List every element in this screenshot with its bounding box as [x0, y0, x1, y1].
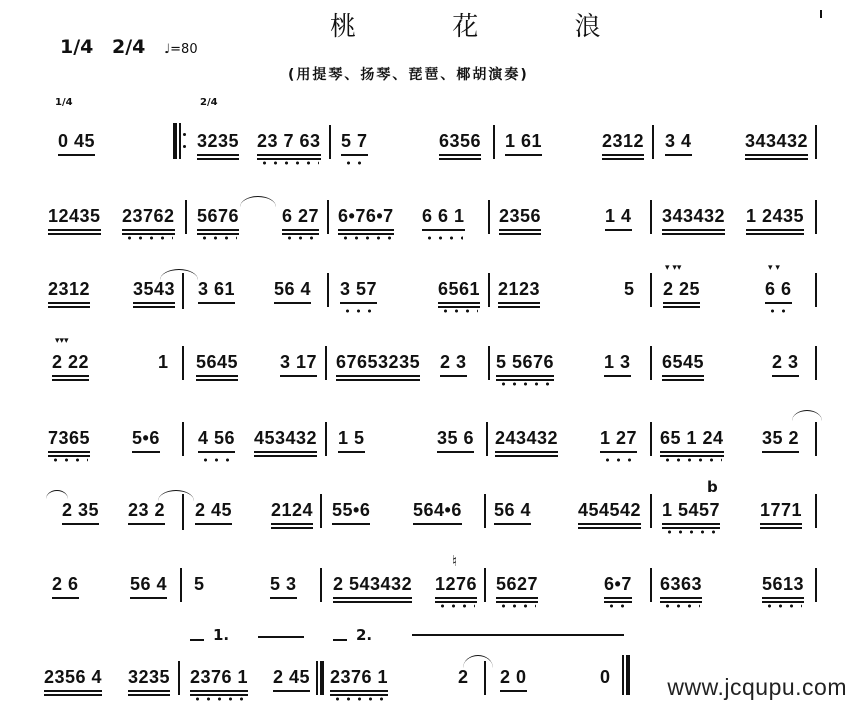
instrumentation-subtitle: (用提琴、扬琴、琵琶、椰胡演奏)	[288, 67, 529, 83]
note-group: 2	[458, 667, 469, 687]
bar-line	[815, 273, 817, 307]
repeat-end-sign	[316, 661, 323, 695]
bar-line	[488, 346, 490, 380]
meter-line	[60, 36, 210, 58]
note-group: 2376 1	[330, 667, 388, 688]
tie-arc	[158, 490, 194, 501]
note-group: 1276	[435, 574, 477, 595]
signature-first: 1/4	[55, 97, 73, 108]
note-group: 6561	[438, 279, 480, 300]
tie-arc	[463, 655, 493, 668]
score-row-5	[0, 428, 855, 488]
bar-line	[484, 568, 486, 602]
note-group: 3235	[197, 131, 239, 152]
note-group: 6545	[662, 352, 704, 373]
note-group: 35 6	[437, 428, 474, 449]
note-group: 2 22	[52, 352, 89, 373]
bar-line	[182, 346, 184, 380]
signature-second: 2/4	[200, 97, 218, 108]
bar-line	[320, 568, 322, 602]
site-watermark: www.jcqupu.com	[667, 674, 847, 700]
note-group: 243432	[495, 428, 558, 449]
bar-line	[178, 661, 180, 695]
bar-line	[650, 568, 652, 602]
note-group: 35 2	[762, 428, 799, 449]
bar-line	[329, 125, 331, 159]
note-group: 5 7	[341, 131, 368, 152]
bar-line	[652, 125, 654, 159]
meter-1: 1/4	[60, 36, 94, 58]
score-row-3	[0, 263, 855, 339]
score-row-1	[0, 131, 855, 191]
note-group: 23 2	[128, 500, 165, 521]
score-row-6	[0, 478, 855, 560]
note-group: 4 56	[198, 428, 235, 449]
bar-line	[815, 568, 817, 602]
note-group: 67653235	[336, 352, 420, 373]
bar-line	[650, 494, 652, 528]
bar-line	[180, 568, 182, 602]
bar-line	[182, 273, 184, 309]
bar-line	[650, 273, 652, 307]
note-group: 6363	[660, 574, 702, 595]
note-group: 23 7 63	[257, 131, 321, 152]
bar-line	[185, 200, 187, 234]
note-group: 343432	[745, 131, 808, 152]
note-group: 3 17	[280, 352, 317, 373]
note-group: 2 3	[440, 352, 467, 373]
note-group: 5•6	[132, 428, 160, 449]
tie-arc	[46, 490, 68, 499]
flat-sign: b	[707, 478, 718, 496]
note-group: 2 35	[62, 500, 99, 521]
corner-mark	[820, 10, 822, 18]
note-group: 3 4	[665, 131, 692, 152]
note-group: 454542	[578, 500, 641, 521]
bar-line	[320, 494, 322, 528]
note-group: 6 6	[765, 279, 792, 300]
note-group: 6•76•7	[338, 206, 394, 227]
bar-line	[493, 125, 495, 159]
note-group: 2312	[48, 279, 90, 300]
bar-line	[325, 422, 327, 456]
natural-sign: ♮	[452, 552, 458, 570]
note-group: 65 1 24	[660, 428, 724, 449]
note-group: 6 27	[282, 206, 319, 227]
note-group: 1771	[760, 500, 802, 521]
bar-line	[488, 200, 490, 234]
tie-arc	[160, 269, 198, 280]
note-group: 3 61	[198, 279, 235, 300]
note-group: 2356 4	[44, 667, 102, 688]
accent-marks: ▾ ▾▾	[665, 263, 682, 273]
note-group: 2 45	[273, 667, 310, 688]
note-group: 5 5676	[496, 352, 554, 373]
score-row-7	[0, 552, 855, 634]
note-group: 1 3	[604, 352, 631, 373]
note-group: 5676	[197, 206, 239, 227]
bar-line	[815, 346, 817, 380]
bar-line	[815, 494, 817, 528]
final-bar	[622, 655, 629, 695]
note-group: 2 3	[772, 352, 799, 373]
note-group: 1 27	[600, 428, 637, 449]
note-group: 0 45	[58, 131, 95, 152]
bar-line	[484, 661, 486, 695]
volta-second: 2.	[356, 626, 373, 644]
note-group: 1 61	[505, 131, 542, 152]
bar-line	[815, 422, 817, 456]
bar-line	[327, 273, 329, 307]
note-group: 3543	[133, 279, 175, 300]
note-group: 2123	[498, 279, 540, 300]
note-group: 564•6	[413, 500, 462, 521]
score-row-4	[0, 336, 855, 412]
bar-line	[488, 273, 490, 307]
note-group: 2 25	[663, 279, 700, 300]
score-row-2	[0, 206, 855, 266]
note-group: 1 4	[605, 206, 632, 227]
note-group: 23762	[122, 206, 175, 227]
note-group: 343432	[662, 206, 725, 227]
volta-line	[333, 639, 347, 641]
meter-2: 2/4	[112, 36, 146, 58]
note-group: 2376 1	[190, 667, 248, 688]
note-group: 3 57	[340, 279, 377, 300]
note-group: 0	[600, 667, 611, 687]
note-group: 56 4	[274, 279, 311, 300]
note-group: 1 5457	[662, 500, 720, 521]
note-group: 56 4	[130, 574, 167, 595]
note-group: 5 3	[270, 574, 297, 595]
note-group: 453432	[254, 428, 317, 449]
note-group: 1	[158, 352, 169, 372]
note-group: 5	[194, 574, 205, 594]
note-group: 2 6	[52, 574, 79, 595]
note-group: 5627	[496, 574, 538, 595]
bar-line	[182, 422, 184, 456]
accent-marks: ▾▾▾	[55, 336, 69, 346]
note-group: 2312	[602, 131, 644, 152]
bar-line	[484, 494, 486, 528]
note-group: 2 45	[195, 500, 232, 521]
volta-first: 1.	[213, 626, 230, 644]
bar-line	[650, 346, 652, 380]
bar-line	[650, 422, 652, 456]
note-group: 2 543432	[333, 574, 412, 595]
volta-line	[258, 636, 304, 638]
note-group: 1 5	[338, 428, 365, 449]
note-group: 1 2435	[746, 206, 804, 227]
bar-line	[650, 200, 652, 234]
note-group: 6356	[439, 131, 481, 152]
accent-marks: ▾ ▾	[768, 263, 780, 273]
score-title: 桃 花 浪	[330, 12, 645, 42]
note-group: 7365	[48, 428, 90, 449]
tempo-mark: ♩=80	[164, 42, 198, 57]
bar-line	[327, 200, 329, 234]
tie-arc	[240, 196, 276, 207]
note-group: 2356	[499, 206, 541, 227]
note-group: 56 4	[494, 500, 531, 521]
volta-line	[190, 639, 204, 641]
note-group: 2124	[271, 500, 313, 521]
note-group: 12435	[48, 206, 101, 227]
note-group: 6•7	[604, 574, 632, 595]
note-group: 55•6	[332, 500, 370, 521]
note-group: 6 6 1	[422, 206, 465, 227]
bar-line	[325, 346, 327, 380]
bar-line	[182, 494, 184, 530]
note-group: 3235	[128, 667, 170, 688]
note-group: 2 0	[500, 667, 527, 688]
note-group: 5645	[196, 352, 238, 373]
note-group: 5613	[762, 574, 804, 595]
bar-line	[486, 422, 488, 456]
bar-line	[815, 125, 817, 159]
repeat-start-sign	[173, 123, 181, 159]
bar-line	[815, 200, 817, 234]
note-group: 5	[624, 279, 635, 299]
volta-line	[412, 634, 624, 636]
